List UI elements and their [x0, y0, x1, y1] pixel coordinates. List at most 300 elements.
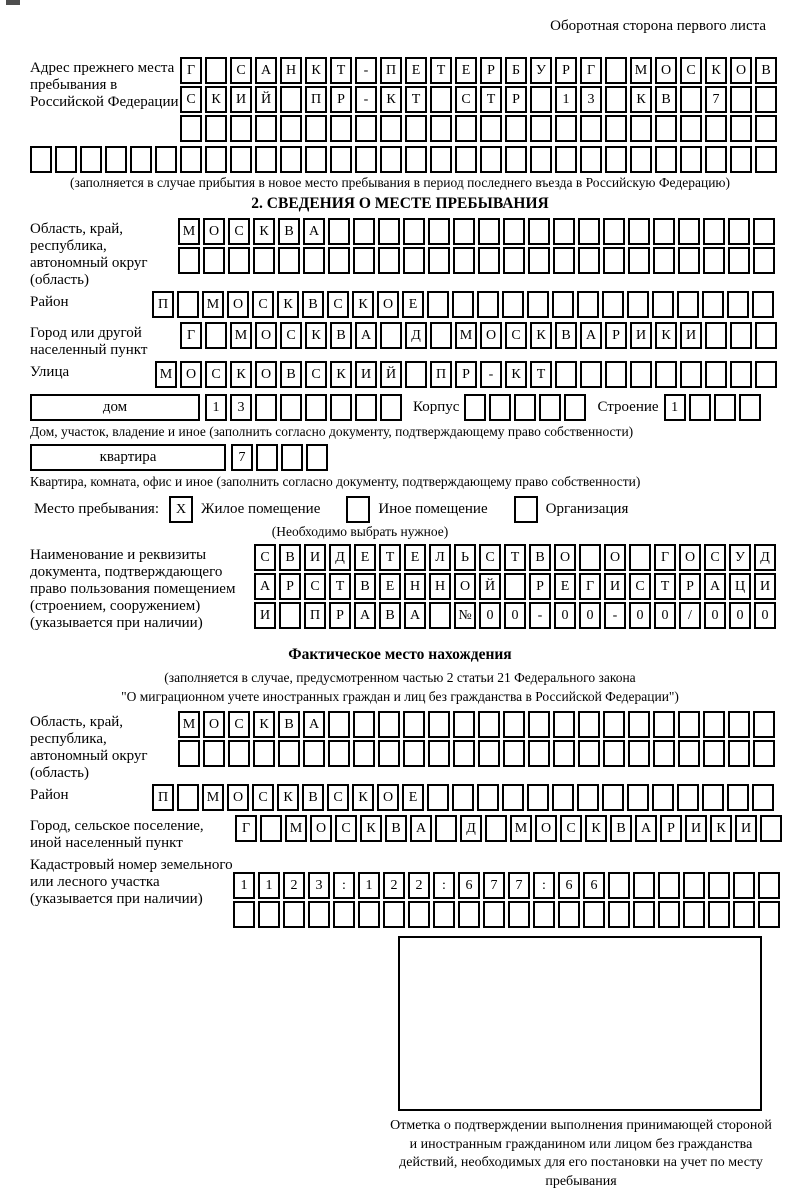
char-cell[interactable] — [380, 322, 402, 349]
char-cell[interactable] — [383, 901, 405, 928]
char-cell[interactable] — [528, 740, 550, 767]
char-cell[interactable] — [435, 815, 457, 842]
char-cell[interactable]: А — [355, 322, 377, 349]
char-cell[interactable] — [602, 291, 624, 318]
char-cell[interactable]: 1 — [233, 872, 255, 899]
char-cell[interactable] — [553, 218, 575, 245]
apartment-type-box[interactable]: квартира — [30, 444, 226, 471]
char-cell[interactable]: 0 — [554, 602, 576, 629]
char-cell[interactable]: О — [655, 57, 677, 84]
char-cell[interactable] — [630, 115, 652, 142]
char-cell[interactable] — [605, 57, 627, 84]
char-cell[interactable] — [705, 146, 727, 173]
char-cell[interactable]: К — [360, 815, 382, 842]
char-cell[interactable] — [228, 247, 250, 274]
char-cell[interactable] — [180, 146, 202, 173]
char-cell[interactable] — [730, 146, 752, 173]
char-cell[interactable] — [378, 247, 400, 274]
char-cell[interactable] — [628, 711, 650, 738]
char-cell[interactable] — [628, 218, 650, 245]
char-cell[interactable]: 2 — [383, 872, 405, 899]
char-cell[interactable]: И — [735, 815, 757, 842]
char-cell[interactable] — [728, 740, 750, 767]
char-cell[interactable]: 7 — [483, 872, 505, 899]
char-cell[interactable] — [514, 394, 536, 421]
char-cell[interactable] — [380, 146, 402, 173]
char-cell[interactable] — [505, 115, 527, 142]
char-cell[interactable] — [280, 146, 302, 173]
char-cell[interactable] — [358, 901, 380, 928]
char-cell[interactable] — [353, 247, 375, 274]
char-cell[interactable]: О — [203, 218, 225, 245]
char-cell[interactable] — [683, 872, 705, 899]
char-cell[interactable] — [281, 444, 303, 471]
char-cell[interactable]: Д — [405, 322, 427, 349]
char-cell[interactable]: Й — [479, 573, 501, 600]
char-cell[interactable] — [203, 247, 225, 274]
char-cell[interactable] — [260, 815, 282, 842]
char-cell[interactable]: К — [352, 291, 374, 318]
char-cell[interactable] — [528, 711, 550, 738]
char-cell[interactable] — [328, 711, 350, 738]
char-cell[interactable]: С — [327, 291, 349, 318]
char-cell[interactable] — [502, 291, 524, 318]
char-cell[interactable] — [155, 146, 177, 173]
char-cell[interactable]: К — [710, 815, 732, 842]
char-cell[interactable]: М — [202, 291, 224, 318]
char-cell[interactable]: А — [255, 57, 277, 84]
char-cell[interactable] — [630, 146, 652, 173]
char-cell[interactable]: : — [533, 872, 555, 899]
char-cell[interactable]: К — [277, 291, 299, 318]
char-cell[interactable]: В — [755, 57, 777, 84]
char-cell[interactable] — [464, 394, 486, 421]
char-cell[interactable]: А — [303, 711, 325, 738]
char-cell[interactable] — [527, 784, 549, 811]
char-cell[interactable]: 0 — [504, 602, 526, 629]
char-cell[interactable]: Н — [429, 573, 451, 600]
char-cell[interactable]: Р — [279, 573, 301, 600]
char-cell[interactable] — [503, 740, 525, 767]
char-cell[interactable]: О — [679, 544, 701, 571]
char-cell[interactable]: К — [253, 218, 275, 245]
char-cell[interactable] — [378, 740, 400, 767]
char-cell[interactable]: - — [529, 602, 551, 629]
char-cell[interactable] — [753, 218, 775, 245]
char-cell[interactable]: Б — [505, 57, 527, 84]
char-cell[interactable]: № — [454, 602, 476, 629]
char-cell[interactable]: - — [480, 361, 502, 388]
char-cell[interactable] — [403, 740, 425, 767]
char-cell[interactable]: В — [529, 544, 551, 571]
char-cell[interactable] — [603, 711, 625, 738]
char-cell[interactable] — [578, 218, 600, 245]
char-cell[interactable]: Ь — [454, 544, 476, 571]
char-cell[interactable]: - — [355, 57, 377, 84]
char-cell[interactable] — [653, 218, 675, 245]
char-cell[interactable] — [708, 872, 730, 899]
char-cell[interactable] — [705, 115, 727, 142]
char-cell[interactable] — [278, 740, 300, 767]
char-cell[interactable]: : — [333, 872, 355, 899]
char-cell[interactable] — [505, 146, 527, 173]
char-cell[interactable]: В — [354, 573, 376, 600]
char-cell[interactable]: Е — [402, 291, 424, 318]
char-cell[interactable]: / — [679, 602, 701, 629]
char-cell[interactable]: Т — [530, 361, 552, 388]
char-cell[interactable] — [503, 218, 525, 245]
char-cell[interactable] — [429, 602, 451, 629]
char-cell[interactable] — [228, 740, 250, 767]
char-cell[interactable]: У — [729, 544, 751, 571]
char-cell[interactable]: А — [580, 322, 602, 349]
char-cell[interactable]: И — [754, 573, 776, 600]
char-cell[interactable] — [733, 872, 755, 899]
char-cell[interactable] — [333, 901, 355, 928]
char-cell[interactable]: 1 — [664, 394, 686, 421]
char-cell[interactable] — [605, 115, 627, 142]
char-cell[interactable] — [605, 86, 627, 113]
char-cell[interactable] — [405, 146, 427, 173]
char-cell[interactable] — [727, 784, 749, 811]
char-cell[interactable]: Й — [380, 361, 402, 388]
char-cell[interactable]: С — [254, 544, 276, 571]
char-cell[interactable]: И — [685, 815, 707, 842]
char-cell[interactable] — [753, 711, 775, 738]
char-cell[interactable]: Е — [402, 784, 424, 811]
char-cell[interactable] — [652, 784, 674, 811]
char-cell[interactable]: В — [385, 815, 407, 842]
char-cell[interactable] — [528, 247, 550, 274]
char-cell[interactable] — [580, 115, 602, 142]
char-cell[interactable]: 6 — [583, 872, 605, 899]
char-cell[interactable]: - — [604, 602, 626, 629]
char-cell[interactable] — [578, 711, 600, 738]
char-cell[interactable]: С — [335, 815, 357, 842]
char-cell[interactable]: О — [480, 322, 502, 349]
char-cell[interactable]: В — [280, 361, 302, 388]
char-cell[interactable] — [428, 711, 450, 738]
char-cell[interactable]: Е — [354, 544, 376, 571]
char-cell[interactable]: : — [433, 872, 455, 899]
char-cell[interactable] — [280, 115, 302, 142]
char-cell[interactable] — [233, 901, 255, 928]
char-cell[interactable] — [280, 86, 302, 113]
char-cell[interactable] — [205, 57, 227, 84]
char-cell[interactable] — [730, 322, 752, 349]
char-cell[interactable] — [714, 394, 736, 421]
char-cell[interactable] — [703, 247, 725, 274]
char-cell[interactable] — [478, 740, 500, 767]
char-cell[interactable] — [580, 361, 602, 388]
char-cell[interactable]: 0 — [754, 602, 776, 629]
char-cell[interactable] — [579, 544, 601, 571]
char-cell[interactable] — [253, 740, 275, 767]
char-cell[interactable]: В — [555, 322, 577, 349]
char-cell[interactable] — [205, 322, 227, 349]
char-cell[interactable]: 7 — [231, 444, 253, 471]
char-cell[interactable] — [255, 394, 277, 421]
char-cell[interactable] — [452, 291, 474, 318]
char-cell[interactable] — [758, 872, 780, 899]
char-cell[interactable]: В — [278, 711, 300, 738]
char-cell[interactable] — [428, 740, 450, 767]
char-cell[interactable] — [703, 711, 725, 738]
char-cell[interactable] — [403, 711, 425, 738]
char-cell[interactable] — [478, 247, 500, 274]
char-cell[interactable] — [752, 291, 774, 318]
char-cell[interactable]: М — [230, 322, 252, 349]
char-cell[interactable] — [680, 115, 702, 142]
char-cell[interactable]: 2 — [283, 872, 305, 899]
char-cell[interactable]: М — [455, 322, 477, 349]
char-cell[interactable]: 1 — [358, 872, 380, 899]
char-cell[interactable] — [755, 322, 777, 349]
char-cell[interactable]: П — [152, 291, 174, 318]
char-cell[interactable]: В — [330, 322, 352, 349]
char-cell[interactable]: 3 — [580, 86, 602, 113]
char-cell[interactable] — [256, 444, 278, 471]
char-cell[interactable] — [453, 711, 475, 738]
char-cell[interactable] — [755, 146, 777, 173]
char-cell[interactable] — [477, 291, 499, 318]
char-cell[interactable] — [555, 146, 577, 173]
house-type-box[interactable]: дом — [30, 394, 200, 421]
char-cell[interactable] — [677, 784, 699, 811]
char-cell[interactable] — [489, 394, 511, 421]
char-cell[interactable]: Т — [430, 57, 452, 84]
char-cell[interactable] — [503, 247, 525, 274]
char-cell[interactable] — [558, 901, 580, 928]
char-cell[interactable] — [433, 901, 455, 928]
char-cell[interactable] — [30, 146, 52, 173]
char-cell[interactable] — [453, 218, 475, 245]
char-cell[interactable] — [330, 115, 352, 142]
char-cell[interactable] — [533, 901, 555, 928]
char-cell[interactable] — [580, 146, 602, 173]
char-cell[interactable]: Г — [654, 544, 676, 571]
char-cell[interactable] — [728, 711, 750, 738]
char-cell[interactable] — [353, 218, 375, 245]
char-cell[interactable]: С — [629, 573, 651, 600]
char-cell[interactable]: М — [155, 361, 177, 388]
char-cell[interactable]: С — [560, 815, 582, 842]
char-cell[interactable] — [453, 247, 475, 274]
char-cell[interactable] — [627, 784, 649, 811]
char-cell[interactable]: К — [352, 784, 374, 811]
char-cell[interactable] — [760, 815, 782, 842]
char-cell[interactable] — [480, 146, 502, 173]
char-cell[interactable] — [653, 740, 675, 767]
char-cell[interactable]: С — [205, 361, 227, 388]
char-cell[interactable]: О — [203, 711, 225, 738]
char-cell[interactable] — [678, 740, 700, 767]
char-cell[interactable] — [328, 247, 350, 274]
char-cell[interactable] — [653, 247, 675, 274]
char-cell[interactable]: П — [305, 86, 327, 113]
char-cell[interactable]: 3 — [308, 872, 330, 899]
char-cell[interactable]: 0 — [654, 602, 676, 629]
char-cell[interactable] — [539, 394, 561, 421]
char-cell[interactable]: Л — [429, 544, 451, 571]
char-cell[interactable] — [430, 86, 452, 113]
char-cell[interactable] — [305, 394, 327, 421]
char-cell[interactable] — [578, 247, 600, 274]
char-cell[interactable]: Й — [255, 86, 277, 113]
char-cell[interactable]: П — [430, 361, 452, 388]
char-cell[interactable]: С — [455, 86, 477, 113]
char-cell[interactable] — [753, 247, 775, 274]
char-cell[interactable]: А — [704, 573, 726, 600]
char-cell[interactable]: 7 — [705, 86, 727, 113]
char-cell[interactable] — [280, 394, 302, 421]
char-cell[interactable]: Р — [330, 86, 352, 113]
char-cell[interactable]: К — [380, 86, 402, 113]
char-cell[interactable] — [255, 115, 277, 142]
char-cell[interactable]: Д — [329, 544, 351, 571]
char-cell[interactable] — [655, 115, 677, 142]
char-cell[interactable]: И — [254, 602, 276, 629]
char-cell[interactable]: С — [680, 57, 702, 84]
char-cell[interactable] — [680, 361, 702, 388]
char-cell[interactable] — [680, 86, 702, 113]
char-cell[interactable]: Д — [754, 544, 776, 571]
char-cell[interactable] — [728, 247, 750, 274]
char-cell[interactable]: В — [278, 218, 300, 245]
char-cell[interactable] — [702, 784, 724, 811]
char-cell[interactable] — [652, 291, 674, 318]
char-cell[interactable]: А — [410, 815, 432, 842]
char-cell[interactable] — [480, 115, 502, 142]
char-cell[interactable] — [378, 711, 400, 738]
char-cell[interactable] — [427, 291, 449, 318]
char-cell[interactable]: О — [227, 291, 249, 318]
char-cell[interactable]: С — [304, 573, 326, 600]
char-cell[interactable]: С — [327, 784, 349, 811]
char-cell[interactable]: Г — [180, 322, 202, 349]
char-cell[interactable] — [378, 218, 400, 245]
char-cell[interactable]: 6 — [458, 872, 480, 899]
char-cell[interactable]: В — [610, 815, 632, 842]
char-cell[interactable] — [678, 247, 700, 274]
char-cell[interactable]: П — [152, 784, 174, 811]
char-cell[interactable] — [279, 602, 301, 629]
char-cell[interactable] — [628, 247, 650, 274]
char-cell[interactable] — [253, 247, 275, 274]
char-cell[interactable] — [380, 394, 402, 421]
char-cell[interactable] — [430, 322, 452, 349]
char-cell[interactable] — [105, 146, 127, 173]
char-cell[interactable] — [683, 901, 705, 928]
char-cell[interactable]: К — [230, 361, 252, 388]
char-cell[interactable] — [727, 291, 749, 318]
char-cell[interactable] — [355, 115, 377, 142]
char-cell[interactable]: Т — [504, 544, 526, 571]
char-cell[interactable]: 7 — [508, 872, 530, 899]
char-cell[interactable] — [608, 901, 630, 928]
char-cell[interactable]: С — [252, 784, 274, 811]
char-cell[interactable]: А — [254, 573, 276, 600]
char-cell[interactable] — [658, 872, 680, 899]
checkbox-organization[interactable] — [514, 496, 538, 523]
char-cell[interactable]: К — [330, 361, 352, 388]
char-cell[interactable]: Т — [379, 544, 401, 571]
char-cell[interactable] — [528, 218, 550, 245]
char-cell[interactable] — [530, 86, 552, 113]
char-cell[interactable] — [633, 901, 655, 928]
char-cell[interactable]: И — [680, 322, 702, 349]
char-cell[interactable] — [555, 361, 577, 388]
char-cell[interactable]: П — [380, 57, 402, 84]
char-cell[interactable] — [485, 815, 507, 842]
char-cell[interactable] — [203, 740, 225, 767]
char-cell[interactable] — [305, 146, 327, 173]
char-cell[interactable] — [355, 394, 377, 421]
char-cell[interactable]: И — [630, 322, 652, 349]
char-cell[interactable]: Р — [505, 86, 527, 113]
char-cell[interactable] — [353, 740, 375, 767]
char-cell[interactable]: 0 — [629, 602, 651, 629]
char-cell[interactable] — [703, 740, 725, 767]
char-cell[interactable] — [730, 86, 752, 113]
char-cell[interactable]: А — [404, 602, 426, 629]
char-cell[interactable] — [458, 901, 480, 928]
char-cell[interactable]: Е — [405, 57, 427, 84]
char-cell[interactable] — [452, 784, 474, 811]
char-cell[interactable]: У — [530, 57, 552, 84]
char-cell[interactable] — [328, 218, 350, 245]
char-cell[interactable] — [728, 218, 750, 245]
char-cell[interactable] — [555, 115, 577, 142]
char-cell[interactable]: С — [228, 711, 250, 738]
char-cell[interactable]: П — [304, 602, 326, 629]
char-cell[interactable] — [504, 573, 526, 600]
char-cell[interactable]: И — [604, 573, 626, 600]
char-cell[interactable]: О — [377, 784, 399, 811]
char-cell[interactable] — [702, 291, 724, 318]
char-cell[interactable] — [255, 146, 277, 173]
char-cell[interactable]: В — [302, 784, 324, 811]
checkbox-other-premises[interactable] — [346, 496, 370, 523]
char-cell[interactable] — [130, 146, 152, 173]
char-cell[interactable] — [677, 291, 699, 318]
char-cell[interactable] — [330, 146, 352, 173]
char-cell[interactable] — [689, 394, 711, 421]
char-cell[interactable]: Н — [280, 57, 302, 84]
char-cell[interactable]: Р — [605, 322, 627, 349]
char-cell[interactable] — [455, 146, 477, 173]
char-cell[interactable]: Н — [404, 573, 426, 600]
char-cell[interactable]: М — [510, 815, 532, 842]
char-cell[interactable]: Р — [329, 602, 351, 629]
char-cell[interactable] — [405, 115, 427, 142]
char-cell[interactable]: А — [635, 815, 657, 842]
char-cell[interactable]: К — [705, 57, 727, 84]
char-cell[interactable]: О — [454, 573, 476, 600]
char-cell[interactable] — [380, 115, 402, 142]
char-cell[interactable]: Р — [480, 57, 502, 84]
char-cell[interactable] — [658, 901, 680, 928]
char-cell[interactable] — [453, 740, 475, 767]
char-cell[interactable]: 0 — [479, 602, 501, 629]
char-cell[interactable]: К — [205, 86, 227, 113]
char-cell[interactable] — [305, 115, 327, 142]
char-cell[interactable]: 2 — [408, 872, 430, 899]
char-cell[interactable]: С — [252, 291, 274, 318]
char-cell[interactable]: 0 — [704, 602, 726, 629]
char-cell[interactable] — [730, 361, 752, 388]
char-cell[interactable] — [478, 711, 500, 738]
